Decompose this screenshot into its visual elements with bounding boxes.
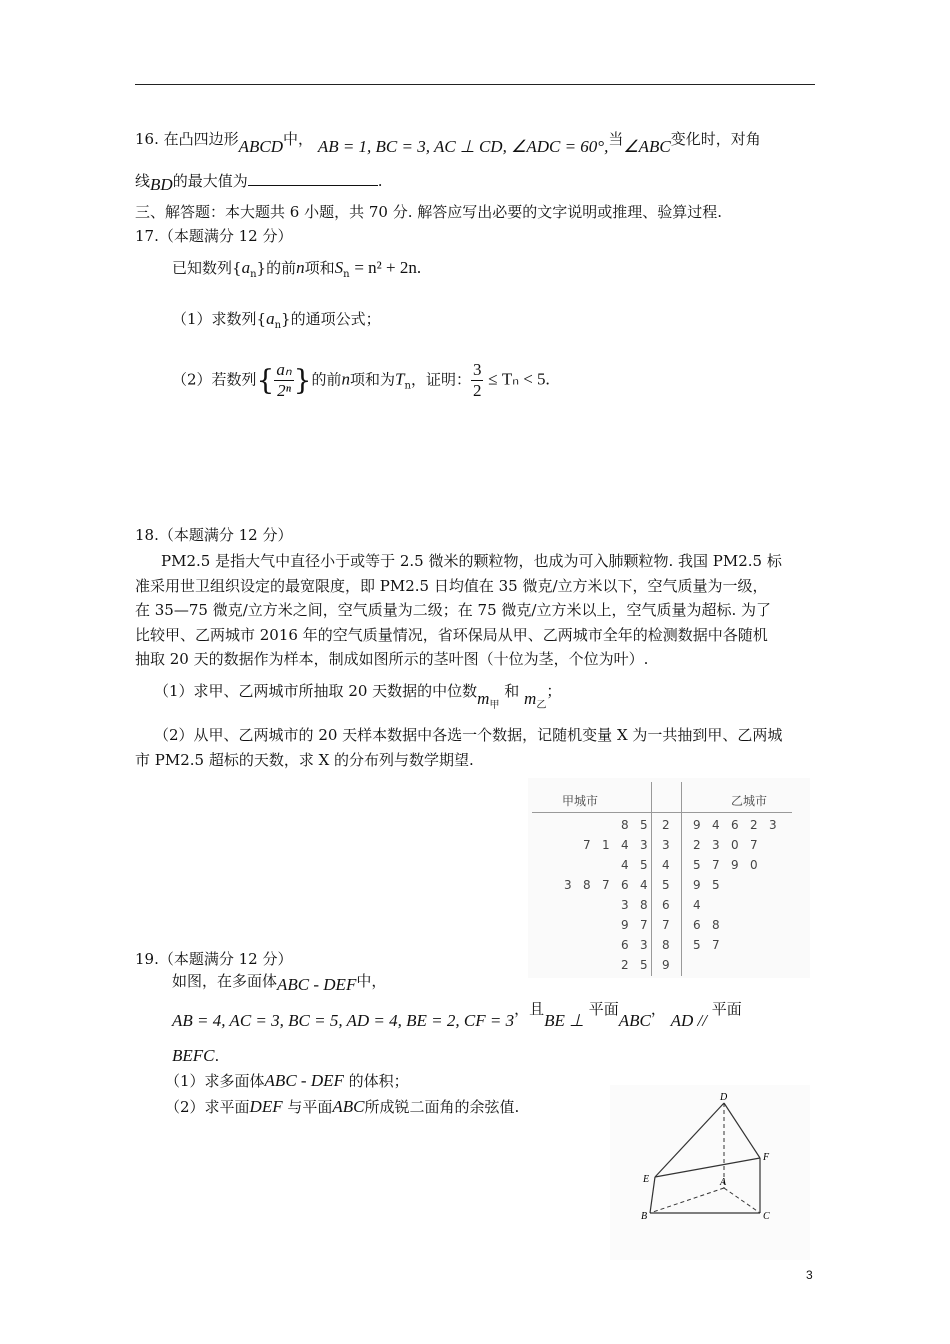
q18-line: 准采用世卫组织设定的最宽限度，即 PM2.5 日均值在 35 微克/立方米以下，空气质量为一级， — [135, 576, 768, 595]
q17-sub: n — [404, 380, 411, 392]
left-leaf: 8 — [621, 818, 629, 832]
q19-text: （1）求多面体 — [165, 1072, 265, 1090]
q18-part2-line2: 市 PM2.5 超标的天数，求 X 的分布列与数学期望. — [135, 751, 474, 769]
q18-part2-line1: （2）从甲、乙两城市的 20 天样本数据中各选一个数据，记随机变量 X 为一共抽到甲、乙两城 — [154, 726, 783, 744]
q16-text: 线 — [135, 172, 151, 190]
right-leaf: 4 — [712, 818, 720, 832]
left-leaf: 3 — [640, 838, 648, 852]
stem-value: 4 — [662, 858, 670, 872]
q19-polyhedron: ABC - DEF — [277, 975, 357, 994]
stem-line-right — [681, 782, 682, 976]
q17-ineq-den: 2 — [472, 381, 482, 400]
q18-sub: 甲 — [489, 700, 500, 711]
label-d: D — [720, 1092, 728, 1103]
left-leaf: 5 — [640, 818, 648, 832]
q17-ineq-num: 3 — [472, 360, 482, 379]
right-leaf: 9 — [731, 858, 739, 872]
q17-header: 17.（本题满分 12 分） — [135, 227, 293, 245]
q16-line2 — [135, 170, 382, 192]
right-leaf: 7 — [750, 838, 758, 852]
left-title: 甲城市 — [562, 794, 599, 808]
right-leaf: 7 — [712, 938, 720, 952]
q17-text: 的前 — [266, 259, 297, 277]
label-e: E — [643, 1174, 650, 1185]
right-leaf: 7 — [712, 858, 720, 872]
left-leaf: 6 — [621, 878, 629, 892]
q16-text: 中， — [283, 130, 314, 148]
q18-text: 和 — [504, 682, 520, 700]
stem-value: 9 — [662, 958, 670, 972]
q17-n: n — [341, 369, 350, 389]
q19-text: 中， — [356, 972, 387, 990]
q19-abc: ABC — [332, 1097, 365, 1116]
stem-value: 8 — [662, 938, 670, 952]
q19-text: 所成锐二面角的余弦值. — [364, 1098, 520, 1116]
stem-leaf-plot — [528, 778, 810, 978]
q19-text: ， — [650, 1000, 666, 1018]
q17-frac-num: aₙ — [276, 360, 292, 379]
stem-line-left — [651, 782, 652, 976]
q16-text: 的最大值为 — [172, 172, 248, 190]
q17-text: 的通项公式； — [290, 310, 381, 328]
left-leaf: 3 — [564, 878, 572, 892]
left-leaf: 4 — [621, 858, 629, 872]
left-leaf: 5 — [640, 958, 648, 972]
q19-text: . — [214, 1047, 220, 1065]
q19-ad: AD // — [670, 1011, 707, 1030]
q17-fraction — [274, 360, 293, 401]
figure-background — [610, 1085, 810, 1260]
right-leaf: 5 — [693, 938, 701, 952]
q17-inequality: ≤ Tₙ < 5. — [488, 369, 550, 389]
q16-text: 当 — [608, 130, 624, 148]
q17-an: a — [241, 258, 251, 277]
right-leaf: 0 — [731, 838, 739, 852]
q17-an: a — [266, 309, 275, 328]
right-leaf: 3 — [712, 838, 720, 852]
left-leaf: 9 — [621, 918, 629, 932]
section-3-heading: 三、解答题：本大题共 6 小题，共 70 分. 解答应写出必要的文字说明或推理、验算过程. — [135, 203, 723, 221]
right-leaf: 5 — [712, 878, 720, 892]
q19-text: 平面 — [711, 1000, 742, 1018]
q17-tn: T — [395, 369, 405, 389]
left-leaf: 7 — [583, 838, 591, 852]
q18-m: m — [524, 689, 537, 708]
stem-value: 3 — [662, 838, 670, 852]
page-number: 3 — [806, 1268, 813, 1282]
q18-line: PM2.5 是指大气中直径小于或等于 2.5 微米的颗粒物，也成为可入肺颗粒物. 我国 PM2.5 标 — [161, 552, 782, 570]
left-leaf: 5 — [640, 858, 648, 872]
q19-text: 的体积； — [348, 1072, 409, 1090]
q16-line1 — [135, 128, 761, 156]
q19-text: 平面 — [588, 1000, 619, 1018]
q18-line: 在 35—75 微克/立方米之间，空气质量为二级；在 75 微克/立方米以上，空气质量为超标. 为了 — [135, 601, 771, 619]
right-leaf: 4 — [693, 898, 701, 912]
right-leaf: 5 — [693, 858, 701, 872]
right-leaf: 9 — [693, 878, 701, 892]
label-a: A — [720, 1177, 727, 1188]
q18-line: 抽取 20 天的数据作为样本，制成如图所示的茎叶图（十位为茎，个位为叶）. — [135, 650, 649, 668]
q17-text: 项和为 — [350, 370, 396, 389]
q19-befc: BEFC — [172, 1046, 215, 1065]
q17-equation: = n² + 2n. — [354, 258, 422, 277]
stem-value: 7 — [662, 918, 670, 932]
q17-part1: （1）求数列$\{a_n\}$的通项公式； — [172, 309, 381, 331]
left-leaf: 1 — [602, 838, 610, 852]
q18-text: ； — [546, 682, 562, 700]
q19-header: 19.（本题满分 12 分） — [135, 950, 293, 968]
q16-angle: ∠ABC — [623, 137, 671, 156]
q16-text: 16. 在凸四边形 — [135, 130, 239, 148]
right-leaf: 6 — [731, 818, 739, 832]
q19-text: ，且 — [514, 1000, 545, 1018]
q19-text: 与平面 — [287, 1098, 333, 1116]
q19-part1 — [165, 1070, 409, 1092]
q19-be: BE ⊥ — [544, 1011, 584, 1030]
q18-line: 比较甲、乙两城市 2016 年的空气质量情况，省环保局从甲、乙两城市全年的检测数据中各随机 — [135, 625, 768, 644]
right-title: 乙城市 — [731, 794, 768, 808]
q18-paragraph — [135, 549, 815, 672]
q16-abcd: ABCD — [238, 137, 284, 156]
right-leaf: 2 — [750, 818, 758, 832]
left-leaf: 4 — [640, 878, 648, 892]
stem-value: 5 — [662, 878, 670, 892]
q17-sub: n — [250, 269, 257, 280]
q16-text: . — [377, 172, 383, 190]
q19-abc: ABC — [618, 1011, 651, 1030]
left-leaf: 3 — [640, 938, 648, 952]
q17-three-halves — [471, 360, 484, 401]
q18-text: （1）求甲、乙两城市所抽取 20 天数据的中位数 — [154, 682, 478, 700]
left-leaf: 4 — [621, 838, 629, 852]
stem-value: 2 — [662, 818, 670, 832]
right-leaf: 8 — [712, 918, 720, 932]
left-leaf: 7 — [640, 918, 648, 932]
label-b: B — [641, 1211, 648, 1222]
answer-blank — [248, 171, 378, 186]
q17-sub: n — [274, 320, 282, 331]
right-leaf: 2 — [693, 838, 701, 852]
q17-text: （1）求数列 — [172, 310, 257, 328]
q19-befc-line — [172, 1045, 219, 1067]
q17-text: （2）若数列 — [172, 370, 257, 389]
left-leaf: 6 — [621, 938, 629, 952]
left-leaf: 3 — [621, 898, 629, 912]
q19-cond: AB = 4, AC = 3, BC = 5, AD = 4, BE = 2, CF = 3 — [172, 1011, 515, 1030]
right-leaf: 9 — [693, 818, 701, 832]
q19-polyhedron: ABC - DEF — [264, 1071, 344, 1090]
q17-frac-den: 2ⁿ — [277, 381, 291, 400]
left-leaf: 8 — [640, 898, 648, 912]
q17-text: 项和 — [304, 259, 335, 277]
label-c: C — [763, 1211, 770, 1222]
label-f: F — [763, 1152, 770, 1163]
q16-text: 变化时，对角 — [670, 130, 761, 148]
q17-text: ，证明： — [410, 370, 471, 389]
q19-def: DEF — [249, 1097, 283, 1116]
right-leaf: 6 — [693, 918, 701, 932]
header-rule — [135, 84, 815, 85]
q18-part1 — [154, 680, 561, 709]
left-leaf: 8 — [583, 878, 591, 892]
q17-sn: S — [334, 258, 344, 277]
left-leaf: 7 — [602, 878, 610, 892]
q18-m: m — [477, 689, 490, 708]
q17-stem: 已知数列$\{a_n\}$的前n项和$S_n = n^2 + 2n$. — [172, 258, 422, 280]
polyhedron-figure — [610, 1085, 810, 1260]
q17-n: n — [296, 258, 305, 277]
q19-text: （2）求平面 — [165, 1098, 250, 1116]
stem-value: 6 — [662, 898, 670, 912]
q17-part2: （2）若数列{ $\frac{\text{aₙ}}{\text{2ⁿ}}$ }的前n项和为$T_n$，证明： $\frac{3}{2}$ ≤ Tₙ < 5. — [172, 360, 550, 400]
q17-text: 已知数列 — [172, 259, 233, 277]
q17-text: 的前 — [311, 370, 342, 389]
left-leaf: 2 — [621, 958, 629, 972]
q17-sub: n — [343, 269, 350, 280]
q19-part2 — [165, 1096, 519, 1118]
q16-condition: AB = 1, BC = 3, AC ⊥ CD, ∠ADC = 60°, — [317, 137, 609, 156]
q16-bd: BD — [150, 175, 173, 194]
q19-text: 如图，在多面体 — [172, 972, 278, 990]
right-leaf: 0 — [750, 858, 758, 872]
q18-sub: 乙 — [536, 700, 547, 711]
q19-conditions — [172, 998, 742, 1030]
q18-header: 18.（本题满分 12 分） — [135, 526, 293, 544]
header-line — [532, 812, 792, 813]
right-leaf: 3 — [769, 818, 777, 832]
q19-stem — [172, 970, 386, 992]
